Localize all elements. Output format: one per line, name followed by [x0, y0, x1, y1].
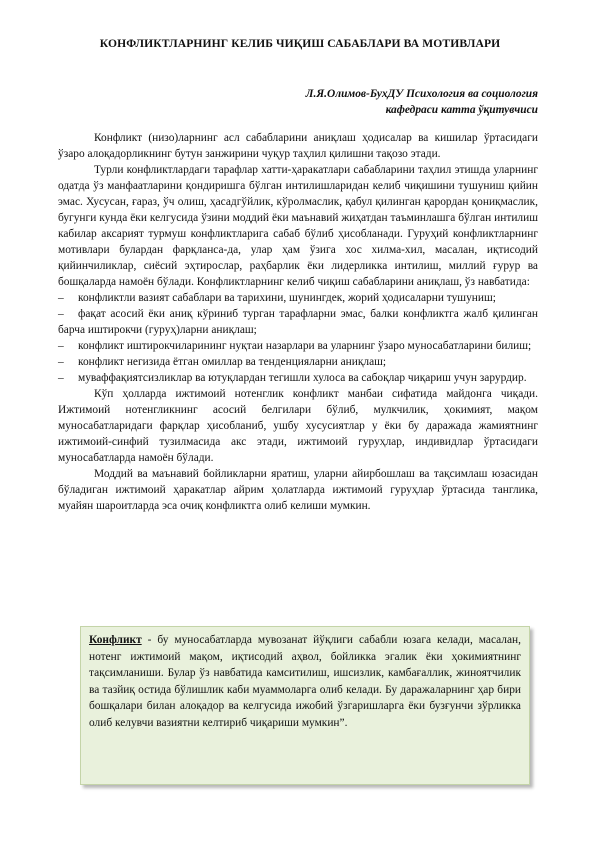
list-item-text: конфликт иштирокчиларининг нуқтаи назарлари ва уларнинг ўзаро муносабатларини билиш; — [78, 340, 532, 352]
list-item-5 — [58, 370, 538, 386]
list-item-text: муваффақиятсизликлар ва ютуқлардан тегишли хулоса ва сабоқлар чиқариш учун зарурдир. — [78, 372, 527, 384]
definition-term: Конфликт — [89, 634, 142, 646]
author-block — [178, 86, 538, 118]
dash-mark: – — [58, 356, 64, 368]
definition-separator: - — [141, 634, 158, 646]
definition-body: бу муносабатларда мувозанат йўқлиги сабабли юзага келади, масалан, нотенг ижтимоий мақом, иқтисодий аҳвол, бойликка эгалик ёки ҳокимиятнинг тақсимланиши. Булар ўз навбатида камситилиш, ишсизлик, камбағаллик, жиноятчилик ва тазйиқ остида бўлишлик каби муаммоларга олиб келади. Бу даражаларнинг ҳар бири бошқалари билан алоқадор ва келгусида ижобий ўзгаришларга ёки бузғунчи зўрликка олиб келувчи вазиятни келтириб чиқариши мумкин”. — [89, 634, 521, 729]
paragraph-3: Кўп ҳолларда ижтимоий нотенглик конфликт манбаи сифатида майдонга чиқади. Ижтимоий нотенгликнинг асосий белгилари бўлиб, мулкчилик, ҳокимият, мақом муносабатларидаги фарқлар ҳисобланиб, ушбу хусусиятлар у ёки бу даражада жамиятнинг ижтимоий-синфий тузилмасида акс этади, ижтимоий гуруҳлар, индивидлар ўртасидаги муносабатларда намоён бўлади. — [58, 388, 538, 464]
body-text — [58, 130, 538, 514]
dash-mark: – — [58, 340, 64, 352]
dash-mark: – — [58, 372, 64, 384]
document-title: КОНФЛИКТЛАРНИНГ КЕЛИБ ЧИҚИШ САБАБЛАРИ ВА МОТИВЛАРИ — [99, 37, 501, 50]
list-item-text: конфликт негизида ётган омиллар ва тенденцияларни аниқлаш; — [78, 356, 387, 368]
author-line-1: Л.Я.Олимов-БухДУ Психология ва социология — [305, 88, 538, 100]
paragraph-2: Турли конфликтлардаги тарафлар хатти-ҳаракатлари сабабларини таҳлил этишда уларнинг одатда ўз манфаатларини қондиришга бўлган интилишларидан келиб чиқишини тушуниш қийин эмас. Хусусан, ғараз, ўч олиш, ҳасадгўйлик, кўролмаслик, қабул қилинган қарордан қониқмаслик, бугунги кунда ёки келгусида ўзини моддий ёки маънавий жиҳатдан таъминлашга бўлган интилиш кабилар аксарият турмуш конфликтларига сабаб бўлиб ҳисобланади. Гуруҳий конфликтларнинг мотивлари булардан фарқланса-да, улар ҳам ўзига хос хилма-хил, масалан, иқтисодий қийинчиликлар, сиёсий эҳтирослар, раҳбарлик ёки лидерликка интилиш, миллий ғурур ва бошқаларда намоён бўлади. Конфликтларнинг келиб чиқиш сабабларини аниқлаш, ўз навбатида: — [58, 164, 538, 288]
list-item-4 — [58, 354, 538, 370]
list-item-text: фақат асосий ёки аниқ кўриниб турган тарафларни эмас, балки конфликтга жалб қилинган барча иштирокчи (гуруҳ)ларни аниқлаш; — [58, 308, 538, 336]
dash-mark: – — [58, 292, 64, 304]
paragraph-4: Моддий ва маънавий бойликларни яратиш, уларни айирбошлаш ва тақсимлаш юзасидан бўладиган ижтимоий ҳаракатлар айрим ҳолатларда ижтимоий гуруҳлар ўртасида танглика, муайян шароитларда эса очиқ конфликтга олиб келиши мумкин. — [58, 468, 538, 512]
definition-box — [80, 626, 530, 785]
list-item-1 — [58, 290, 538, 306]
dash-mark: – — [58, 308, 64, 320]
list-item-2 — [58, 306, 538, 338]
paragraph-1: Конфликт (низо)ларнинг асл сабабларини аниқлаш ҳодисалар ва кишилар ўртасидаги ўзаро алоқадорликнинг бутун занжирини чуқур таҳлил қилишни тақозо этади. — [58, 132, 538, 160]
definition-text — [81, 627, 529, 735]
list-item-text: конфликтли вазият сабаблари ва тарихини, шунингдек, жорий ҳодисаларни тушуниш; — [78, 292, 496, 304]
list-item-3 — [58, 338, 538, 354]
author-line-2: кафедраси катта ўқитувчиси — [385, 104, 538, 116]
